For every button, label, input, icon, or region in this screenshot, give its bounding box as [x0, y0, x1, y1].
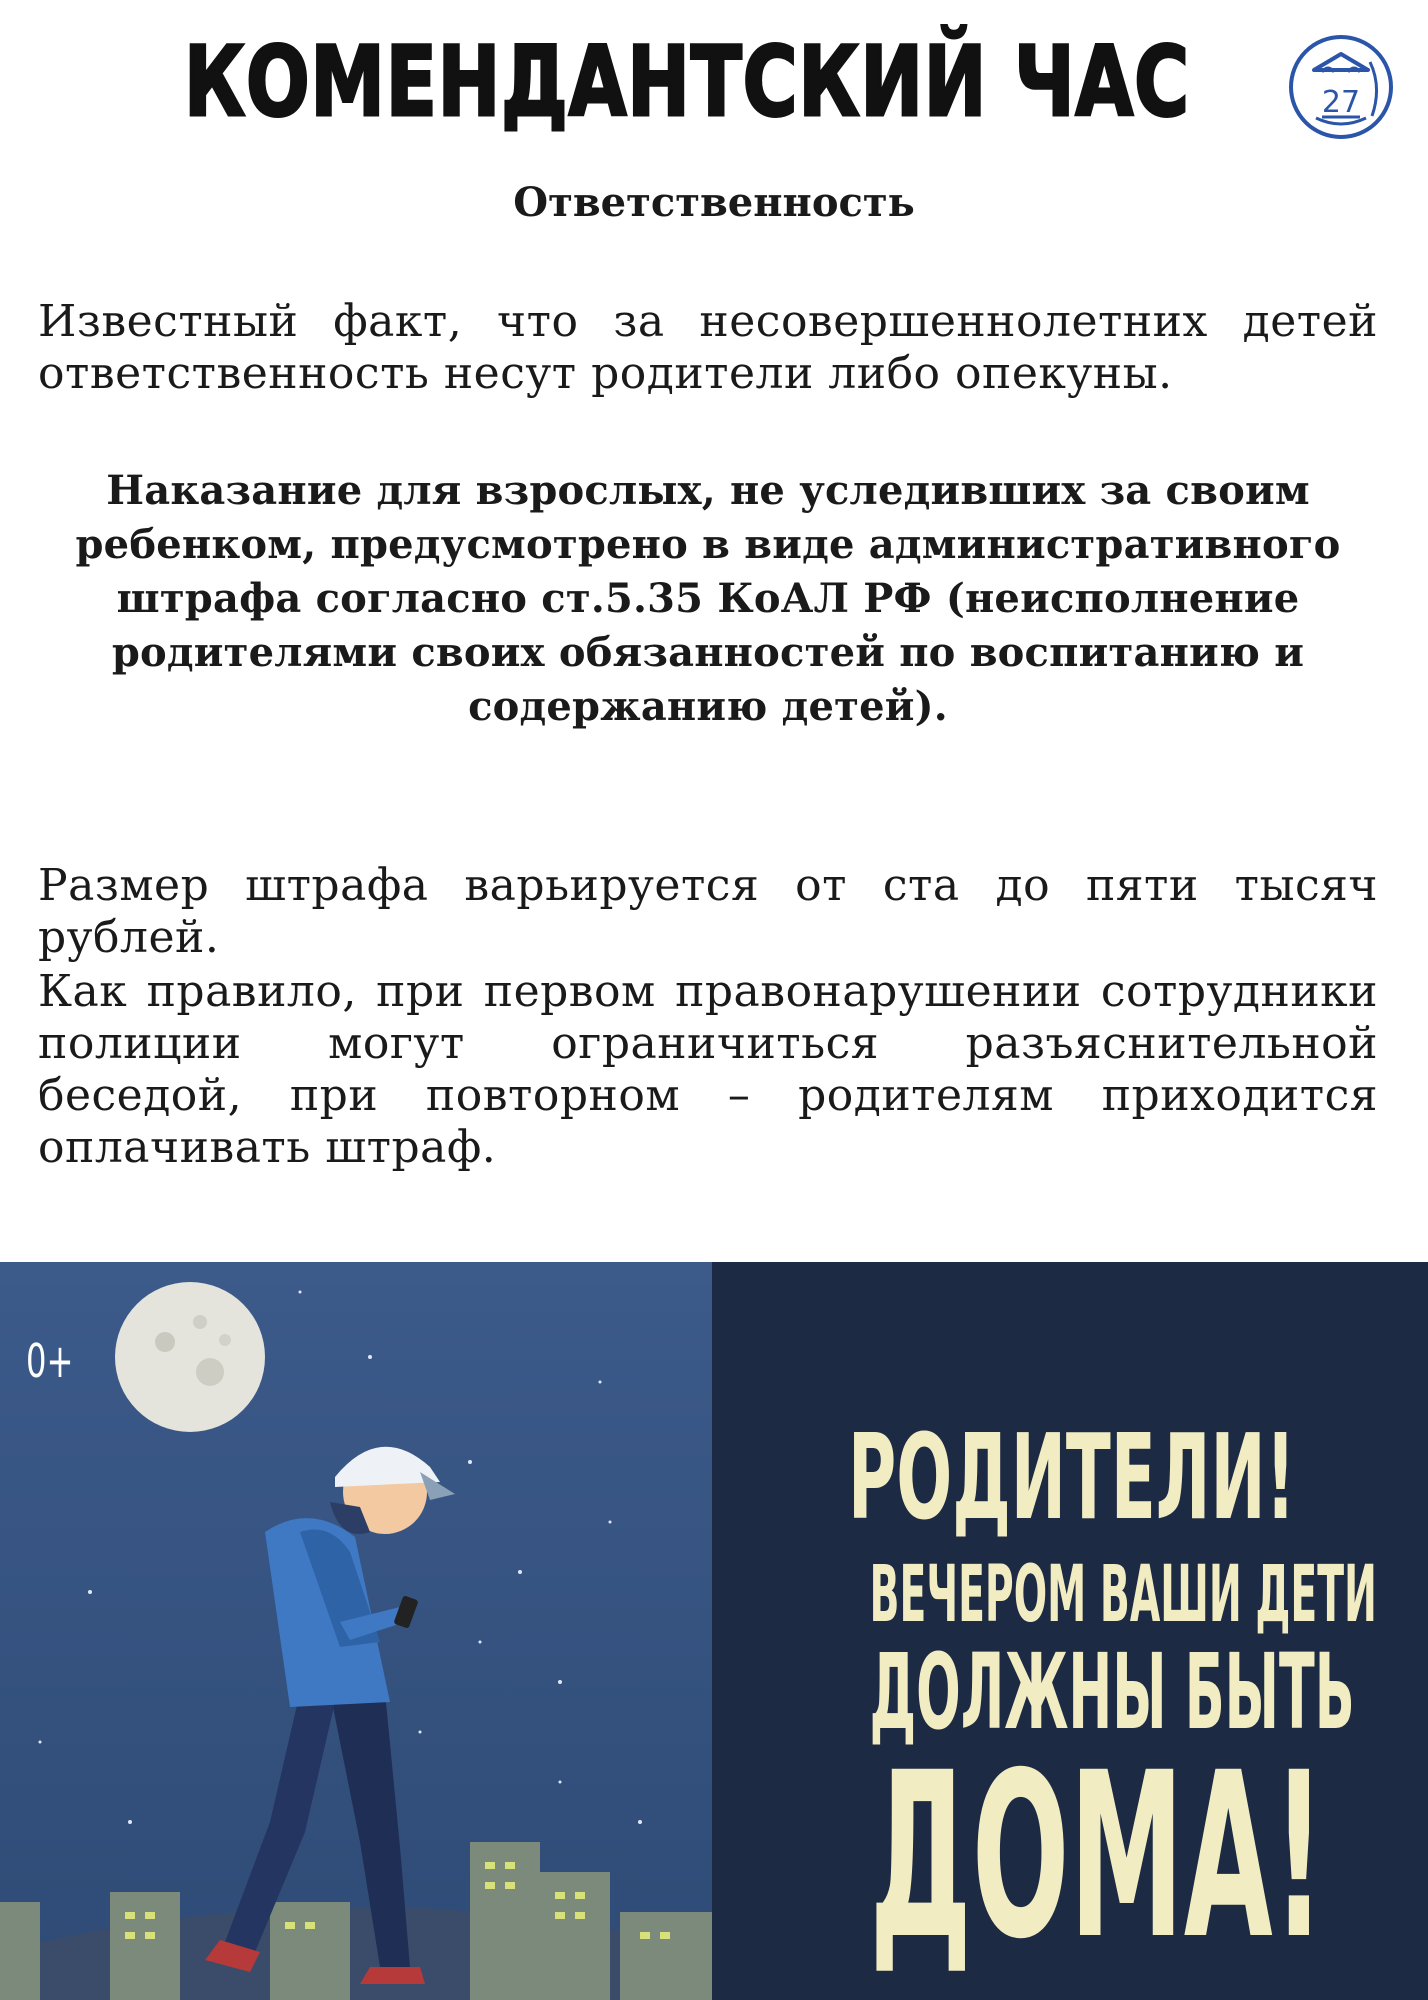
paragraph-punishment: Наказание для взрослых, не уследивших за своим ребенком, предусмотрено в виде административного штрафа согласно ст.5.35 КоАЛ РФ (неисполнение родителями своих обязанностей по воспитанию и содержанию детей).: [75, 467, 1341, 730]
age-rating-badge: 0+: [26, 1334, 74, 1388]
paragraph-police-practice: Как правило, при первом правонарушении сотрудники полиции могут ограничиться разъяснительной беседой, при повторном – родителям приходится оплачивать штраф.: [38, 966, 1378, 1173]
paragraph-fine-amount: Размер штрафа варьируется от ста до пяти тысяч рублей.: [38, 860, 1378, 963]
night-scene-icon: [0, 1262, 712, 2000]
section-subtitle: Ответственность: [513, 179, 915, 226]
paragraph-responsibility: Известный факт, что за несовершеннолетних детей ответственность несут родители либо опекуны.: [38, 296, 1378, 399]
logo-number: 27: [1321, 85, 1361, 120]
slogan-line-4: ДОМА!: [869, 1723, 1326, 1989]
slogan-line-3: ДОЛЖНЫ БЫТЬ: [869, 1631, 1355, 1753]
curfew-banner: [0, 1262, 1428, 2000]
slogan-line-2: ВЕЧЕРОМ ВАШИ ДЕТИ: [869, 1550, 1377, 1640]
slogan-line-1: РОДИТЕЛИ!: [848, 1408, 1296, 1546]
school-logo-icon: [1286, 32, 1396, 142]
night-illustration: [0, 1262, 712, 2000]
header: [0, 22, 1428, 142]
page-title: КОМЕНДАНТСКИЙ ЧАС: [184, 26, 1190, 138]
